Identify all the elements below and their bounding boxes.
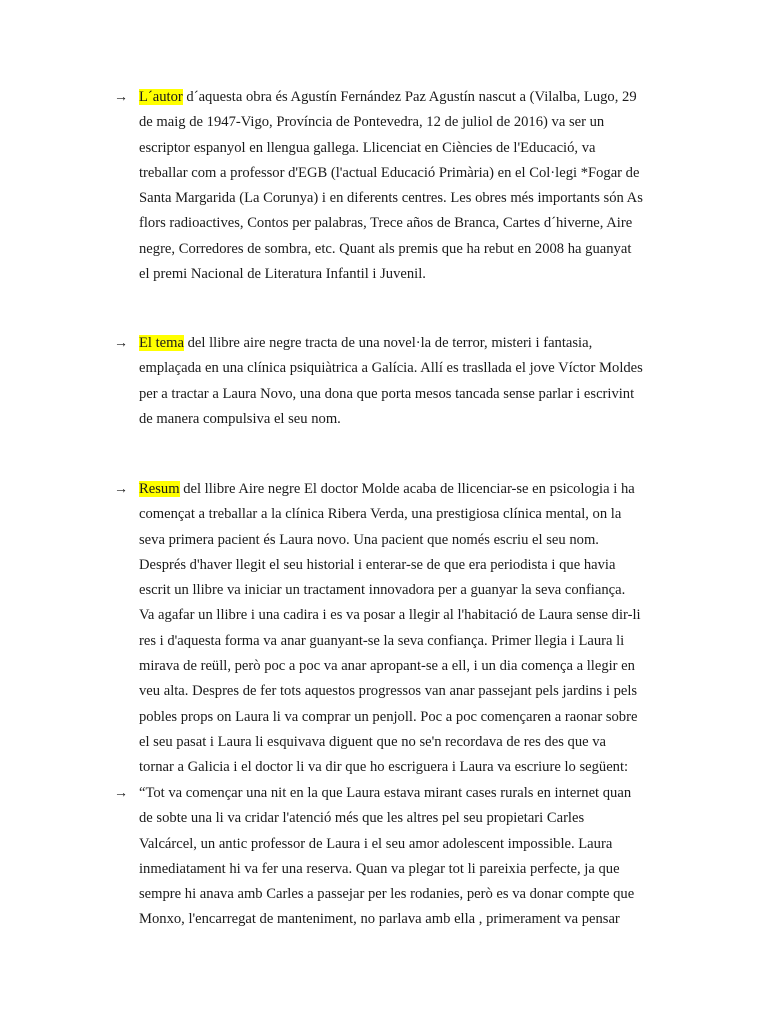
text-line xyxy=(139,477,674,502)
text-line: sempre hi anava amb Carles a passejar per les rodanies, però es va donar compte que xyxy=(139,886,635,903)
text-line-segment: d´aquesta obra és Agustín Fernández Paz Agustín nascut a (Vilalba, Lugo, 29 xyxy=(182,89,637,105)
text-line: seva primera pacient és Laura novo. Una pacient que només escriu el seu nom. xyxy=(139,531,599,548)
text-line: treballar com a professor d'EGB (l'actual Educació Primària) en el Col·legi *Fogar de xyxy=(139,164,640,181)
text-line: escriptor espanyol en llengua gallega. Llicenciat en Ciències de l'Educació, va xyxy=(139,139,596,156)
paragraph-cita xyxy=(114,781,674,933)
text-line: el premi Nacional de Literatura Infantil i Juvenil. xyxy=(139,266,426,283)
text-line: tornar a Galicia i el doctor li va dir que ho escriguera i Laura va escriure lo següent: xyxy=(139,759,629,776)
text-line: de sobte una li va cridar l'atenció més que les altres pel seu propietari Carles xyxy=(139,810,585,827)
text-line: inmediatament hi va fer una reserva. Quan va plegar tot li pareixia perfecte, ja que xyxy=(139,860,620,877)
text-line: escrit un llibre va iniciar un tractament innovadora per a guanyar la seva confiança. xyxy=(139,582,626,599)
text-line xyxy=(139,85,674,110)
text-line: flors radioactives, Contos per palabras, Trece años de Branca, Cartes d´hiverne, Aire xyxy=(139,215,633,232)
paragraph-resum-text xyxy=(139,477,674,781)
highlighted-keyword-autor: L´autor xyxy=(139,89,183,105)
text-line: de manera compulsiva el seu nom. xyxy=(139,410,341,427)
text-line: “Tot va començar una nit en la que Laura estava mirant cases rurals en internet quan xyxy=(139,785,632,801)
text-line: negre, Corredores de sombra, etc. Quant als premis que ha rebut en 2008 ha guanyat xyxy=(139,240,632,257)
paragraph-tema-text xyxy=(139,331,674,432)
paragraph-autor-text xyxy=(139,85,674,287)
text-line: Valcárcel, un antic professor de Laura i el seu amor adolescent impossible. Laura xyxy=(139,835,613,852)
arrow-bullet-icon: → xyxy=(114,786,128,801)
text-line: Monxo, l'encarregat de manteniment, no parlava amb ella , primerament va pensar xyxy=(139,911,620,928)
arrow-bullet-icon: → xyxy=(114,336,128,351)
text-line: mirava de reüll, però poc a poc va anar apropant-se a ell, i un dia comença a llegir en xyxy=(139,658,635,675)
text-line: Després d'haver llegit el seu historial i enterar-se de que era periodista i que havia xyxy=(139,556,616,573)
text-line: el seu pasat i Laura li esquivava diguent que no se'n recordava de res des que va xyxy=(139,733,607,750)
text-line: Va agafar un llibre i una cadira i es va posar a llegir al l'habitació de Laura sense dir-li xyxy=(139,607,641,624)
paragraph-autor xyxy=(114,85,674,287)
text-line: començat a treballar a la clínica Ribera Verda, una prestigiosa clínica mental, on la xyxy=(139,506,622,523)
text-line: Santa Margarida (La Corunya) i en diferents centres. Les obres més importants són As xyxy=(139,190,643,207)
paragraph-tema xyxy=(114,331,674,432)
arrow-bullet-icon: → xyxy=(114,90,128,105)
highlighted-keyword-tema: El tema xyxy=(139,335,184,351)
highlighted-keyword-resum: Resum xyxy=(139,481,180,497)
text-line: de maig de 1947-Vigo, Província de Pontevedra, 12 de juliol de 2016) va ser un xyxy=(139,114,605,131)
text-line: res i d'aquesta forma va anar guanyant-se la seva confiança. Primer llegia i Laura li xyxy=(139,632,625,649)
text-line xyxy=(139,331,674,356)
text-line: pobles props on Laura li va comprar un penjoll. Poc a poc començaren a raonar sobre xyxy=(139,708,638,725)
text-line: veu alta. Despres de fer tots aquestos progressos van anar passejant pels jardins i pels xyxy=(139,683,638,700)
text-line: per a tractar a Laura Novo, una dona que porta mesos tancada sense parlar i escrivint xyxy=(139,385,635,402)
arrow-bullet-icon: → xyxy=(114,482,128,497)
text-line-segment: del llibre Aire negre El doctor Molde acaba de llicenciar-se en psicologia i ha xyxy=(179,481,635,497)
paragraph-resum xyxy=(114,477,674,781)
paragraph-cita-text xyxy=(139,781,674,933)
text-line-segment: del llibre aire negre tracta de una novel·la de terror, misteri i fantasia, xyxy=(183,335,593,351)
text-line: emplaçada en una clínica psiquiàtrica a Galícia. Allí es trasllada el jove Víctor Moldes xyxy=(139,360,643,377)
